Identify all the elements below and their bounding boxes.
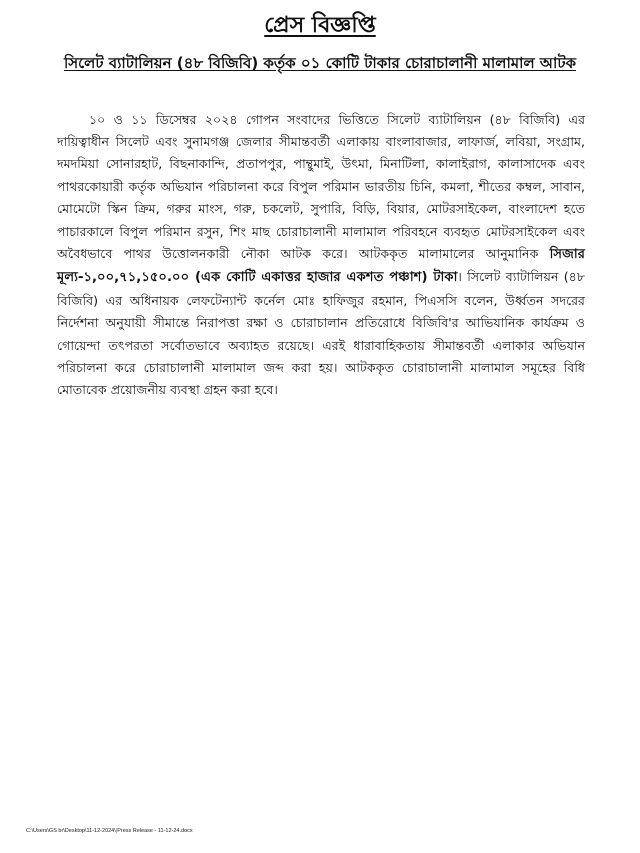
- title-text: প্রেস বিজ্ঞপ্তি: [264, 13, 376, 38]
- press-release-subtitle: [60, 53, 580, 73]
- footer-file-path: C:\Users\GS br\Desktop\11-12-2024\: [26, 828, 116, 834]
- body-text-part1: ১০ ও ১১ ডিসেম্বর ২০২৪ গোপন সংবাদের ভিত্তিতে সিলেট ব্যাটালিয়ন (৪৮ বিজিবি) এর দায়িত্বাধীন সিলেট এবং সুনামগঞ্জ জেলার সীমান্তবর্তী এলাকায় বাংলাবাজার, লাফার্জ, লবিয়া, সংগ্রাম, দমদমিয়া সোনারহাট, বিছনাকান্দি, প্রতাপপুর, পান্থুমাই, উৎমা, মিনাটিলা, কালাইরাগ, কালাসাদেক এবং পাথরকোয়ারী কর্তৃক অভিযান পরিচালনা করে বিপুল পরিমান ভারতীয় চিনি, কমলা, শীতের কম্বল, সাবান, মোমেটো স্কিন ক্রিম, গরুর মাংস, গরু, চকলেট, সুপারি, বিড়ি, বিয়ার, মোটরসাইকেল, বাংলাদেশ হতে পাচারকালে বিপুল পরিমান রসুন, শিং মাছ চোরাচালানী মালামাল পরিবহনে ব্যবহৃত মোটরসাইকেল এবং অবৈধভাবে পাথর উত্তোলনকারী নৌকা আটক করে। আটককৃত মালামালের আনুমানিক: [57, 111, 585, 262]
- seizure-value: সিজার মূল্য-১,০০,৭১,১৫০.০০ (এক কোটি একাত্তর হাজার একশত পঞ্চাশ) টাকা: [57, 247, 585, 286]
- page-title: [0, 12, 640, 40]
- document-footer: [26, 828, 193, 834]
- footer-separator: |: [115, 828, 118, 834]
- subtitle-text: সিলেট ব্যাটালিয়ন (৪৮ বিজিবি) কর্তৃক ০১ কোটি টাকার চোরাচালানী মালামাল আটক: [63, 54, 577, 72]
- body-text-part2: । সিলেট ব্যাটালিয়ন (৪৮ বিজিবি) এর অধিনায়ক লেফটেন্যান্ট কর্নেল মোঃ হাফিজুর রহমান, পিএসসি বলেন, উর্ধ্বতন সদরের নির্দেশনা অনুযায়ী সীমান্তে নিরাপত্তা রক্ষা ও চোরাচালান প্রতিরোধে বিজিবি'র আভিযানিক কার্যক্রম ও গোয়েন্দা তৎপরতা সর্বোতভাবে অব্যাহত রয়েছে। এরই ধারাবাহিকতায় সীমান্তবর্তী এলাকার অভিযান পরিচালনা করে চোরাচালানী মালামাল জব্দ করা হয়। আটককৃত চোরাচালানী মালামাল সমূহের বিধি মোতাবেক প্রয়োজনীয় ব্যবস্থা গ্রহন করা হবে।: [57, 269, 585, 398]
- press-release-body: [57, 109, 585, 402]
- footer-file-name: Press Release - 11-12-24.docx: [117, 828, 193, 834]
